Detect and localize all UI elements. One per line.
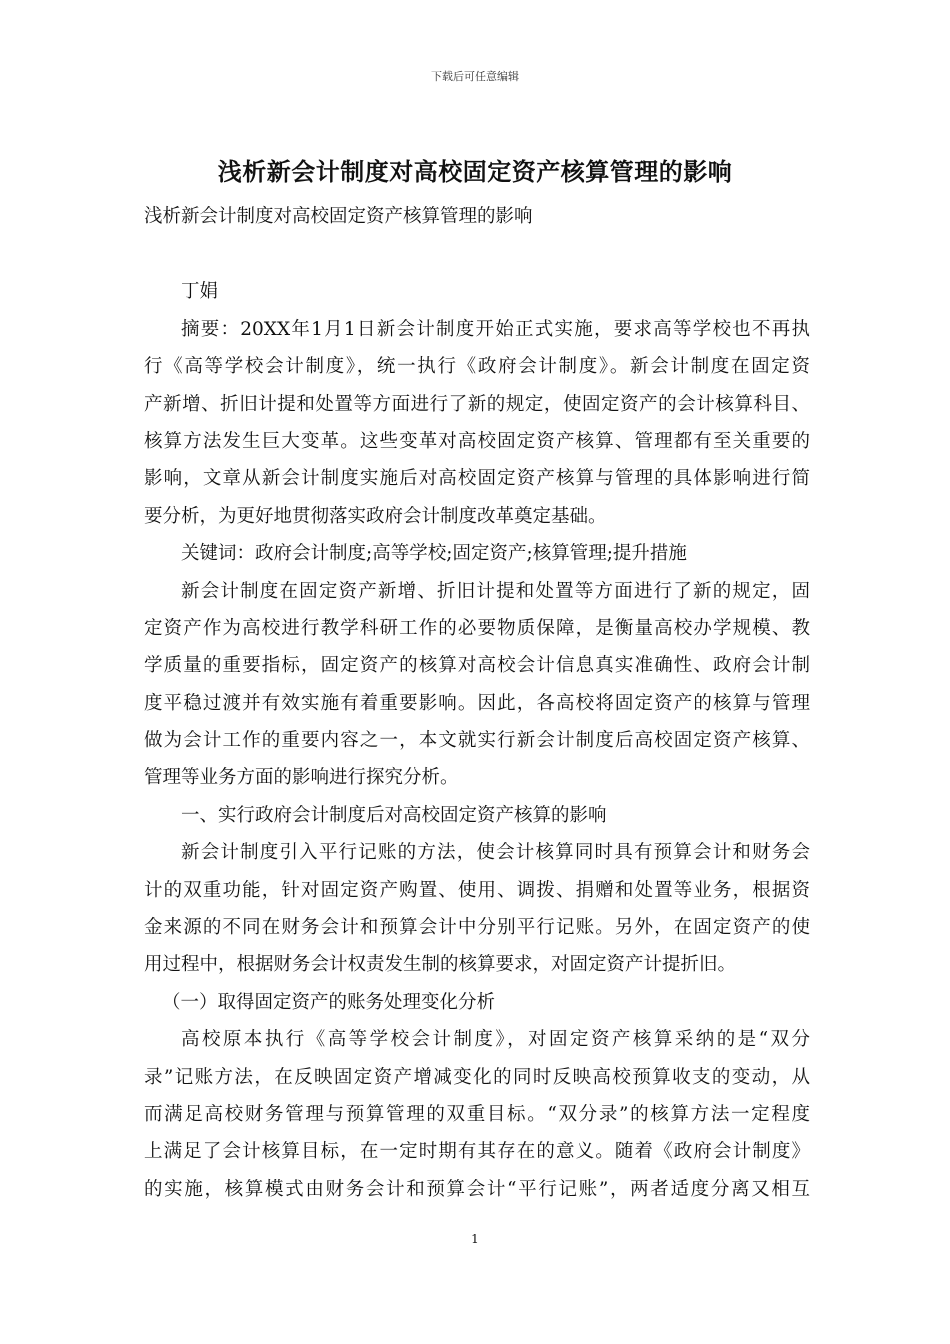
author: 丁娟 <box>181 281 219 303</box>
abstract-line: 摘要：20XX年1月1日新会计制度开始正式实施，要求高等学校也不再执 <box>181 318 810 340</box>
subsection-line: 录”记账方法，在反映固定资产增减变化的同时反映高校预算收支的变动，从 <box>144 1066 810 1088</box>
section-line: 计的双重功能，针对固定资产购置、使用、调拨、捐赠和处置等业务，根据资 <box>144 879 810 901</box>
intro-line: 定资产作为高校进行教学科研工作的必要物质保障，是衡量高校办学规模、教 <box>144 617 810 639</box>
abstract-line: 要分析，为更好地贯彻落实政府会计制度改革奠定基础。 <box>144 505 607 527</box>
intro-line: 新会计制度在固定资产新增、折旧计提和处置等方面进行了新的规定，固 <box>181 580 810 602</box>
section-line: 用过程中，根据财务会计权责发生制的核算要求，对固定资产计提折旧。 <box>144 954 737 976</box>
intro-line: 度平稳过渡并有效实施有着重要影响。因此，各高校将固定资产的核算与管理 <box>144 692 810 714</box>
intro-line: 管理等业务方面的影响进行探究分析。 <box>144 767 459 789</box>
spacer <box>144 235 810 273</box>
document-title: 浅析新会计制度对高校固定资产核算管理的影响 <box>217 157 733 186</box>
section-line: 金来源的不同在财务会计和预算会计中分别平行记账。另外，在固定资产的使 <box>144 917 810 939</box>
subtitle: 浅析新会计制度对高校固定资产核算管理的影响 <box>144 206 533 227</box>
intro-line: 学质量的重要指标，固定资产的核算对高校会计信息真实准确性、政府会计制 <box>144 655 810 677</box>
subsection-line: 上满足了会计核算目标，在一定时期有其存在的意义。随着《政府会计制度》 <box>144 1141 810 1163</box>
keywords: 关键词：政府会计制度;高等学校;固定资产;核算管理;提升措施 <box>181 543 687 565</box>
document-body <box>144 198 810 1208</box>
abstract-line: 产新增、折旧计提和处置等方面进行了新的规定，使固定资产的会计核算科目、 <box>144 393 810 415</box>
subsection-line: 而满足高校财务管理与预算管理的双重目标。“双分录”的核算方法一定程度 <box>144 1103 810 1125</box>
page-number: 1 <box>471 1232 479 1246</box>
subsection-line: 高校原本执行《高等学校会计制度》，对固定资产核算采纳的是“双分 <box>181 1029 810 1051</box>
abstract-line: 影响，文章从新会计制度实施后对高校固定资产核算与管理的具体影响进行简 <box>144 468 810 490</box>
header-note: 下载后可任意编辑 <box>431 70 519 83</box>
section-line: 新会计制度引入平行记账的方法，使会计核算同时具有预算会计和财务会 <box>181 842 810 864</box>
intro-line: 做为会计工作的重要内容之一，本文就实行新会计制度后高校固定资产核算、 <box>144 730 810 752</box>
section-heading: 一、实行政府会计制度后对高校固定资产核算的影响 <box>181 804 607 826</box>
abstract-line: 核算方法发生巨大变革。这些变革对高校固定资产核算、管理都有至关重要的 <box>144 430 810 452</box>
subsection-line: 的实施，核算模式由财务会计和预算会计“平行记账”，两者适度分离又相互 <box>144 1178 810 1200</box>
abstract-line: 行《高等学校会计制度》，统一执行《政府会计制度》。新会计制度在固定资 <box>144 356 810 378</box>
subsection-heading: （一）取得固定资产的账务处理变化分析 <box>162 991 496 1013</box>
